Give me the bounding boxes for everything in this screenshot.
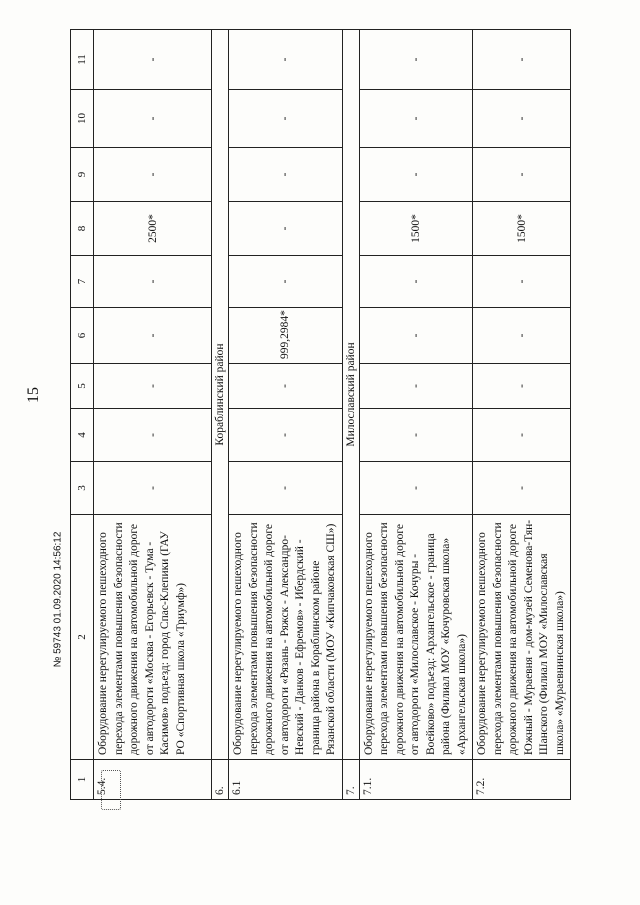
table-cell: 1500*	[359, 202, 473, 256]
table-cell: -	[94, 409, 212, 462]
table-cell: -	[473, 256, 571, 308]
table-cell: -	[359, 409, 473, 462]
section-title: Кораблинский район	[212, 30, 229, 760]
table-cell: -	[229, 148, 343, 202]
row-number: 7.1.	[359, 760, 473, 800]
table-cell: 1500*	[473, 202, 571, 256]
header-row	[71, 30, 94, 800]
section-row	[342, 30, 359, 800]
table-cell: -	[473, 409, 571, 462]
row-description: Оборудование нерегулируемого пешеходного перехода элементами повышения безопасности дорожного движения на автомобильной дороге от автодороги «Рязань - Ряжск - Александро-Невский - Данков - Ефремов» - Ибердский - граница района в Кораблинском районе Рязанской области (МОУ «Кипчаковская СШ»)	[229, 515, 343, 760]
row-number: 5.4.	[94, 760, 212, 800]
table-cell: -	[94, 364, 212, 409]
registration-stamp-icon	[101, 770, 121, 810]
table-cell: -	[473, 148, 571, 202]
header-cell: 2	[71, 515, 94, 760]
row-description: Оборудование нерегулируемого пешеходного перехода элементами повышения безопасности дорожного движения на автомобильной дороге от автодороги «Милославское - Кочуры - Воейково» подъезд: Архангельское - граница района (Филиал МОУ «Кочуровская школа» «Архангельская школа»)	[359, 515, 473, 760]
header-cell: 11	[71, 30, 94, 90]
table-cell: -	[473, 90, 571, 148]
row-number: 6.1	[229, 760, 343, 800]
rotated-table-wrapper	[70, 30, 566, 800]
header-cell: 6	[71, 308, 94, 364]
table-cell: -	[473, 30, 571, 90]
row-number: 7.2.	[473, 760, 571, 800]
table-cell: -	[359, 462, 473, 515]
table-cell: 999,2984*	[229, 308, 343, 364]
header-cell: 10	[71, 90, 94, 148]
section-title: Милославский район	[342, 30, 359, 760]
table-cell: -	[359, 90, 473, 148]
table-cell: -	[94, 148, 212, 202]
header-cell: 3	[71, 462, 94, 515]
table-cell: -	[473, 308, 571, 364]
document-page: 15 1 2 3 4 5 6 7 8 9 10 11 5.4. Оборудование нерегулируемого пешеходного перехода элементами повышения безопасности дорожного движения на автомобильной дороге от автодороги «Москва - Егорьевск - Тума - Касимов» подъезд: город Спас-Клепики (ГАУ РО «Спортивная школа «Триумф») - - - - - 2500* - - - 6. Кораблинский район 6.1 Оборудование нерегулируемого пешеходного перехода элементами повышения безопасности дорожного движения на автомобильной дороге от автодороги «Рязань - Ряжск - Александро-Невский - Данков - Ефремов» - Ибердский - граница района в Кораблинском районе Рязанской области (МОУ «Кипчаковская СШ») - - - 999,2984* - - - - - 7. Милославский район 7.1. Оборудование нерегулируемого пешеходного перехода элементами повышения безопасности дорожного движения на автомобильной дороге от автодороги «Милославское - Кочуры - Воейково» подъезд: Архангельское - граница района (Филиал МОУ «Кочуровская школа» «Архангельская школа») - - - - - 1500* - - - 7.2. Оборудование нерегулируемого пешеходного перехода элементами повышения безопасности дорожного движения на автомобильной дороге Южный - Мураевня - дом-музей Семенова-Тян-Шанского (Филиал МОУ «Милославская школа» «Мураевнинская школа») - - - - - 1500* - - - № 59743 01.09.2020 14:56:12	[0, 0, 640, 905]
table-cell: -	[359, 30, 473, 90]
row-description: Оборудование нерегулируемого пешеходного перехода элементами повышения безопасности дорожного движения на автомобильной дороге от автодороги «Москва - Егорьевск - Тума - Касимов» подъезд: город Спас-Клепики (ГАУ РО «Спортивная школа «Триумф»)	[94, 515, 212, 760]
section-number: 7.	[342, 760, 359, 800]
table-cell: -	[229, 30, 343, 90]
table-cell: -	[473, 462, 571, 515]
table-cell: -	[229, 256, 343, 308]
table-cell: -	[229, 90, 343, 148]
table-row	[359, 30, 473, 800]
table-cell: -	[359, 364, 473, 409]
table-cell: -	[359, 256, 473, 308]
table-cell: -	[359, 148, 473, 202]
table-cell: 2500*	[94, 202, 212, 256]
header-cell: 5	[71, 364, 94, 409]
table-cell: -	[229, 462, 343, 515]
table-row	[473, 30, 571, 800]
table-row	[229, 30, 343, 800]
header-cell: 4	[71, 409, 94, 462]
table-cell: -	[94, 308, 212, 364]
table-cell: -	[94, 90, 212, 148]
table-cell: -	[359, 308, 473, 364]
table-cell: -	[229, 409, 343, 462]
header-cell: 7	[71, 256, 94, 308]
table-cell: -	[94, 462, 212, 515]
row-description: Оборудование нерегулируемого пешеходного перехода элементами повышения безопасности дорожного движения на автомобильной дороге Южный - Мураевня - дом-музей Семенова-Тян-Шанского (Филиал МОУ «Милославская школа» «Мураевнинская школа»)	[473, 515, 571, 760]
header-cell: 1	[71, 760, 94, 800]
section-row	[212, 30, 229, 800]
table-cell: -	[229, 202, 343, 256]
program-table	[70, 29, 571, 800]
table-cell: -	[94, 256, 212, 308]
section-number: 6.	[212, 760, 229, 800]
header-cell: 8	[71, 202, 94, 256]
table-row	[94, 30, 212, 800]
table-cell: -	[473, 364, 571, 409]
table-cell: -	[229, 364, 343, 409]
header-cell: 9	[71, 148, 94, 202]
table-cell: -	[94, 30, 212, 90]
